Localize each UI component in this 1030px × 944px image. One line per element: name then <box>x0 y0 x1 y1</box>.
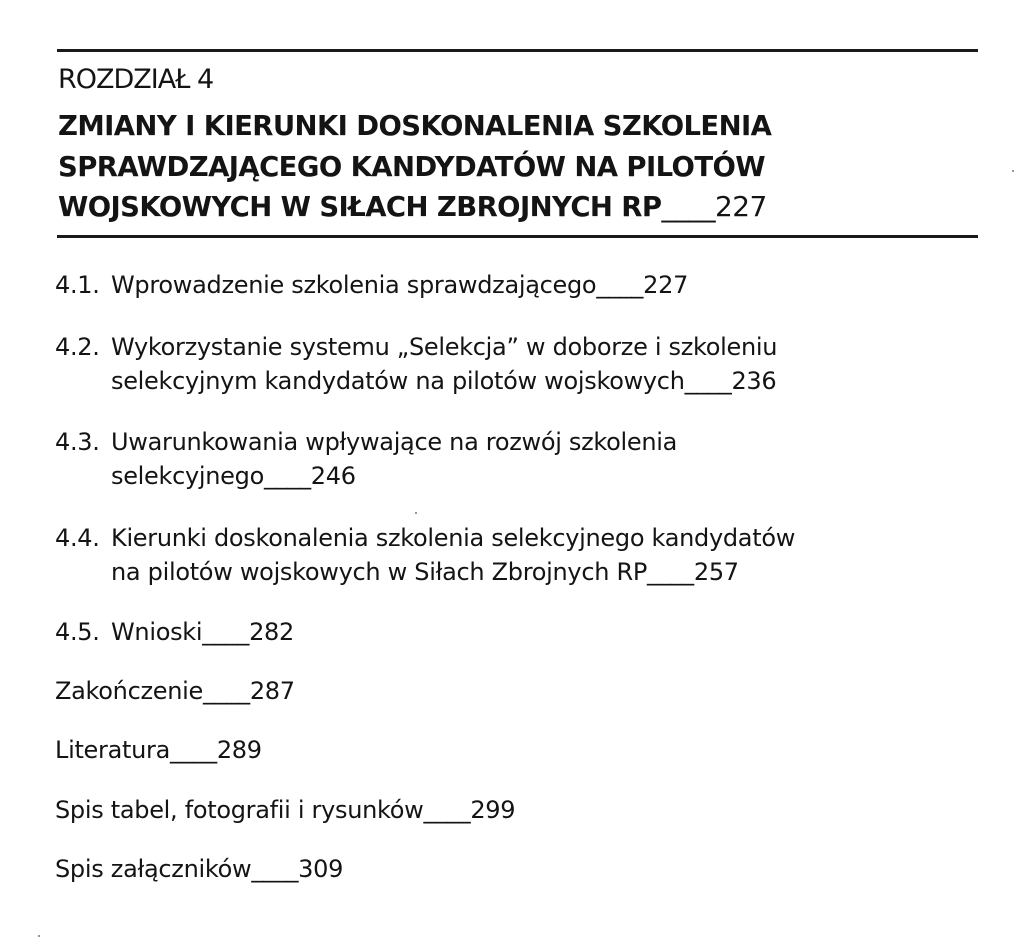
entry-page: 299 <box>470 796 516 824</box>
scan-speck <box>38 935 40 937</box>
leader <box>596 271 643 299</box>
section-number: 4.5. <box>55 618 100 646</box>
leader <box>661 190 715 223</box>
toc-entry-4-4[interactable] <box>55 521 795 589</box>
section-page: 257 <box>693 558 739 586</box>
toc-entry-list-of-tables[interactable] <box>55 793 515 827</box>
section-page: 282 <box>249 618 294 646</box>
section-title-line-2: selekcyjnym kandydatów na pilotów wojskowych <box>111 367 685 395</box>
entry-page: 309 <box>298 855 344 883</box>
chapter-title-line-3: WOJSKOWYCH W SIŁACH ZBROJNYCH RP <box>58 191 662 223</box>
section-title-continued <box>55 364 777 398</box>
toc-entry-4-2[interactable] <box>55 330 777 398</box>
leader <box>203 677 250 705</box>
section-title-line-2: selekcyjnego <box>111 462 264 490</box>
section-number: 4.4. <box>55 524 100 552</box>
chapter-page-number <box>661 190 766 223</box>
toc-entry-4-1[interactable] <box>55 268 688 302</box>
chapter-page: 227 <box>715 190 767 223</box>
section-title-continued <box>55 555 795 589</box>
bottom-rule <box>57 235 978 238</box>
section-page: 236 <box>731 367 777 395</box>
section-title-continued <box>55 459 677 493</box>
leader <box>202 618 249 646</box>
leader <box>424 796 471 824</box>
leader <box>647 558 694 586</box>
scan-speck <box>1012 170 1014 172</box>
section-title: Uwarunkowania wpływające na rozwój szkolenia <box>111 428 678 456</box>
toc-entry-list-of-appendices[interactable] <box>55 852 343 886</box>
entry-title: Literatura <box>55 736 170 764</box>
chapter-title-line-2: SPRAWDZAJĄCEGO KANDYDATÓW NA PILOTÓW <box>58 150 765 183</box>
section-title: Wprowadzenie szkolenia sprawdzającego <box>111 271 597 299</box>
entry-page: 289 <box>216 736 262 764</box>
section-title: Wnioski <box>111 618 203 646</box>
chapter-title <box>58 106 958 228</box>
section-page: 227 <box>643 271 689 299</box>
entry-title: Spis tabel, fotografii i rysunków <box>55 796 424 824</box>
entry-page: 287 <box>249 677 295 705</box>
toc-entry-4-3[interactable] <box>55 425 677 493</box>
section-page: 246 <box>310 462 356 490</box>
chapter-title-line-1: ZMIANY I KIERUNKI DOSKONALENIA SZKOLENIA <box>58 110 772 142</box>
entry-title: Zakończenie <box>55 677 203 705</box>
leader <box>170 736 217 764</box>
top-rule <box>57 49 978 52</box>
leader <box>685 367 732 395</box>
toc-entry-4-5[interactable] <box>55 615 294 649</box>
chapter-label: ROZDZIAŁ 4 <box>58 64 214 95</box>
leader <box>251 855 298 883</box>
leader <box>264 462 311 490</box>
section-number: 4.2. <box>55 333 100 361</box>
scan-speck <box>415 512 417 514</box>
section-title: Kierunki doskonalenia szkolenia selekcyjnego kandydatów <box>111 524 796 552</box>
entry-title: Spis załączników <box>55 855 252 883</box>
section-title-line-2: na pilotów wojskowych w Siłach Zbrojnych RP <box>111 558 648 586</box>
toc-entry-bibliography[interactable] <box>55 733 262 767</box>
toc-entry-conclusion[interactable] <box>55 674 295 708</box>
section-title: Wykorzystanie systemu „Selekcja” w doborze i szkoleniu <box>111 333 778 361</box>
section-number: 4.1. <box>55 271 100 299</box>
section-number: 4.3. <box>55 428 100 456</box>
